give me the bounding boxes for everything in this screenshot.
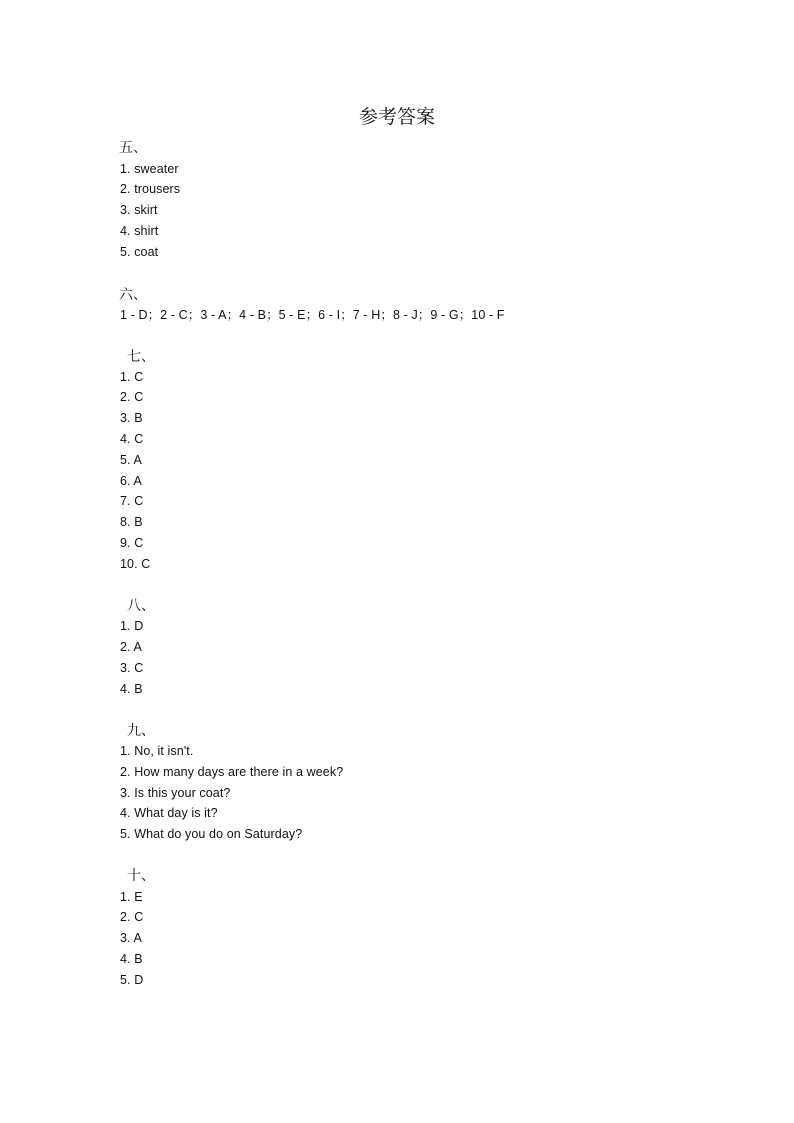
- answer-line: 5. A: [120, 453, 142, 467]
- page-title: 参考答案: [358, 106, 435, 128]
- answer-line: 7. C: [120, 494, 144, 508]
- answer-line: 1. E: [120, 890, 143, 904]
- answer-line: 2. How many days are there in a week?: [120, 765, 344, 779]
- section-heading: 九、: [127, 723, 155, 739]
- answer-line: 2. trousers: [120, 182, 181, 196]
- section-heading: 八、: [127, 598, 155, 614]
- answer-line: 5. coat: [120, 245, 159, 259]
- section-heading: 六、: [119, 287, 147, 303]
- answer-line: 1. sweater: [120, 162, 179, 176]
- answer-line: 4. What day is it?: [120, 806, 218, 820]
- section-heading: 七、: [127, 349, 155, 365]
- answer-line: 4. C: [120, 432, 144, 446]
- section-heading: 十、: [127, 868, 155, 884]
- answer-line: 2. C: [120, 910, 144, 924]
- answer-line: 1. No, it isn't.: [120, 744, 194, 758]
- answer-line: 6. A: [120, 474, 142, 488]
- answer-line: 5. D: [120, 973, 144, 987]
- answer-line: 10. C: [120, 557, 151, 571]
- answer-line: 9. C: [120, 536, 144, 550]
- answer-line: 3. A: [120, 931, 142, 945]
- answer-line: 3. skirt: [120, 203, 158, 217]
- answer-line: 1. C: [120, 370, 144, 384]
- answer-line: 4. B: [120, 682, 143, 696]
- answer-line: 4. B: [120, 952, 143, 966]
- answer-line: 3. B: [120, 411, 143, 425]
- answer-line: 1. D: [120, 619, 144, 633]
- answer-line: 4. shirt: [120, 224, 159, 238]
- answer-line: 8. B: [120, 515, 143, 529]
- answer-line: 5. What do you do on Saturday?: [120, 827, 303, 841]
- answer-line: 1 - D；2 - C；3 - A；4 - B；5 - E；6 - I；7 - H；8 - J；9 - G；10 - F: [120, 308, 505, 322]
- answer-line: 3. Is this your coat?: [120, 786, 231, 800]
- answer-line: 2. C: [120, 390, 144, 404]
- answer-line: 2. A: [120, 640, 142, 654]
- answer-line: 3. C: [120, 661, 144, 675]
- section-heading: 五、: [119, 140, 147, 156]
